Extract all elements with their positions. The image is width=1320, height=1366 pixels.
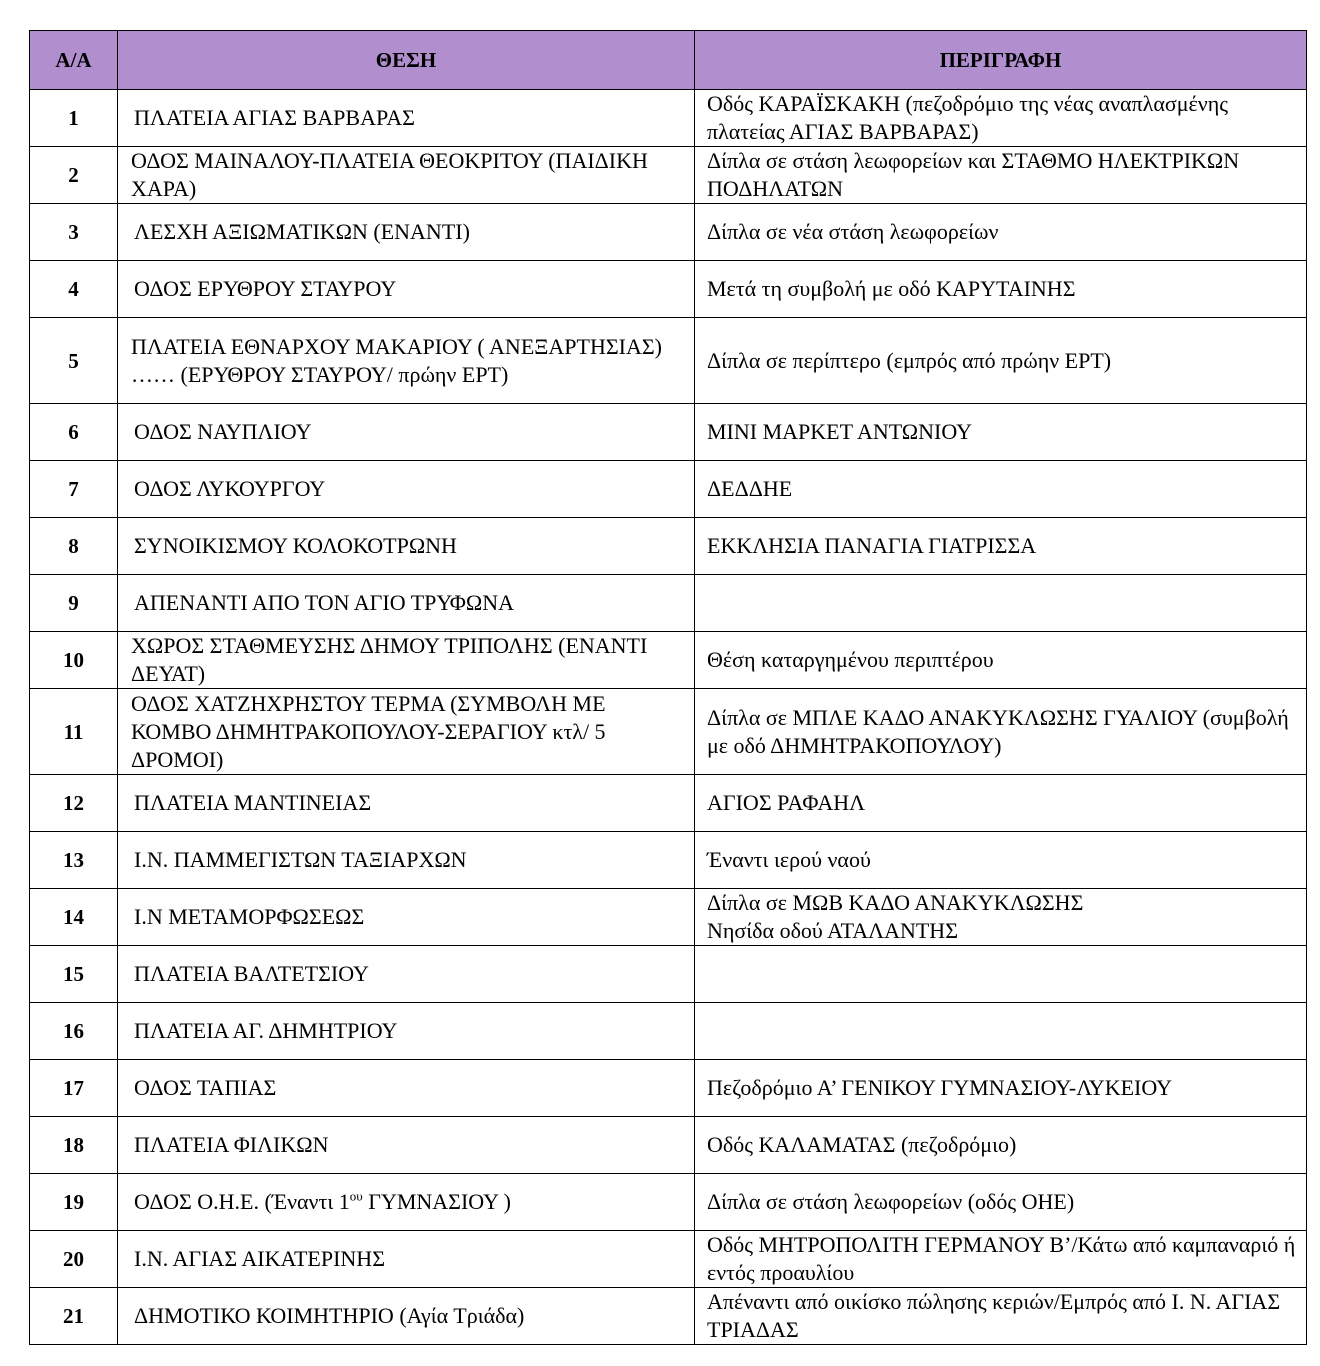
- row-description: Πεζοδρόμιο Α’ ΓΕΝΙΚΟΥ ΓΥΜΝΑΣΙΟΥ-ΛΥΚΕΙΟΥ: [695, 1060, 1307, 1117]
- row-number: 5: [30, 318, 118, 404]
- row-description-line: Νησίδα οδού ΑΤΑΛΑΝΤΗΣ: [707, 918, 959, 943]
- table-row: [30, 147, 1307, 204]
- header-description: ΠΕΡΙΓΡΑΦΗ: [695, 31, 1307, 90]
- row-position-tail: ΓΥΜΝΑΣΙΟΥ ): [362, 1189, 511, 1214]
- row-number: 14: [30, 889, 118, 946]
- row-description: ΜΙΝΙ ΜΑΡΚΕΤ ΑΝΤΩΝΙΟΥ: [695, 404, 1307, 461]
- row-description: Μετά τη συμβολή με οδό ΚΑΡΥΤΑΙΝΗΣ: [695, 261, 1307, 318]
- row-position: ΟΔΟΣ ΜΑΙΝΑΛΟΥ-ΠΛΑΤΕΙΑ ΘΕΟΚΡΙΤΟΥ (ΠΑΙΔΙΚΗ ΧΑΡΑ): [118, 147, 695, 204]
- row-position: ΟΔΟΣ ΧΑΤΖΗΧΡΗΣΤΟΥ ΤΕΡΜΑ (ΣΥΜΒΟΛΗ ΜΕ ΚΟΜΒΟ ΔΗΜΗΤΡΑΚΟΠΟΥΛΟΥ-ΣΕΡΑΓΙΟΥ κτλ/ 5 ΔΡΟΜΟΙ): [118, 689, 695, 775]
- row-number: 13: [30, 832, 118, 889]
- table-row: [30, 1003, 1307, 1060]
- table-header: [30, 31, 1307, 90]
- row-position: ΠΛΑΤΕΙΑ ΕΘΝΑΡΧΟΥ ΜΑΚΑΡΙΟΥ ( ΑΝΕΞΑΡΤΗΣΙΑΣ) …… (ΕΡΥΘΡΟΥ ΣΤΑΥΡΟΥ/ πρώην ΕΡΤ): [118, 318, 695, 404]
- ordinal-superscript: ου: [349, 1188, 363, 1204]
- row-number: 17: [30, 1060, 118, 1117]
- row-description: Έναντι ιερού ναού: [695, 832, 1307, 889]
- row-number: 20: [30, 1231, 118, 1288]
- table-row: [30, 1174, 1307, 1231]
- row-position-text: ΟΔΟΣ Ο.Η.Ε. (Έναντι 1: [134, 1189, 350, 1214]
- header-number: Α/Α: [30, 31, 118, 90]
- row-position: Ι.Ν. ΠΑΜΜΕΓΙΣΤΩΝ ΤΑΞΙΑΡΧΩΝ: [118, 832, 695, 889]
- row-position: Ι.Ν. ΑΓΙΑΣ ΑΙΚΑΤΕΡΙΝΗΣ: [118, 1231, 695, 1288]
- row-position: ΠΛΑΤΕΙΑ ΦΙΛΙΚΩΝ: [118, 1117, 695, 1174]
- row-description: Απέναντι από οικίσκο πώλησης κεριών/Εμπρός από Ι. Ν. ΑΓΙΑΣ ΤΡΙΑΔΑΣ: [695, 1288, 1307, 1345]
- row-number: 2: [30, 147, 118, 204]
- table-row: [30, 90, 1307, 147]
- row-position: ΠΛΑΤΕΙΑ ΑΓΙΑΣ ΒΑΡΒΑΡΑΣ: [118, 90, 695, 147]
- table-row: [30, 518, 1307, 575]
- row-description: Οδός ΚΑΡΑΪΣΚΑΚΗ (πεζοδρόμιο της νέας αναπλασμένης πλατείας ΑΓΙΑΣ ΒΑΡΒΑΡΑΣ): [695, 90, 1307, 147]
- row-number: 6: [30, 404, 118, 461]
- row-number: 21: [30, 1288, 118, 1345]
- table-row: [30, 1060, 1307, 1117]
- table-body: [30, 90, 1307, 1345]
- row-description: [695, 946, 1307, 1003]
- row-position: ΠΛΑΤΕΙΑ ΑΓ. ΔΗΜΗΤΡΙΟΥ: [118, 1003, 695, 1060]
- row-number: 18: [30, 1117, 118, 1174]
- row-description: [695, 1003, 1307, 1060]
- row-number: 15: [30, 946, 118, 1003]
- row-description: Δίπλα σε ΜΠΛΕ ΚΑΔΟ ΑΝΑΚΥΚΛΩΣΗΣ ΓΥΑΛΙΟΥ (συμβολή με οδό ΔΗΜΗΤΡΑΚΟΠΟΥΛΟΥ): [695, 689, 1307, 775]
- row-number: 11: [30, 689, 118, 775]
- row-description: ΔΕΔΔΗΕ: [695, 461, 1307, 518]
- row-description: Δίπλα σε περίπτερο (εμπρός από πρώην ΕΡΤ): [695, 318, 1307, 404]
- header-row: [30, 31, 1307, 90]
- row-number: 9: [30, 575, 118, 632]
- table-row: [30, 632, 1307, 689]
- row-position: ΧΩΡΟΣ ΣΤΑΘΜΕΥΣΗΣ ΔΗΜΟΥ ΤΡΙΠΟΛΗΣ (ΕΝΑΝΤΙ ΔΕΥΑΤ): [118, 632, 695, 689]
- row-description: Δίπλα σε στάση λεωφορείων (οδός ΟΗΕ): [695, 1174, 1307, 1231]
- row-number: 1: [30, 90, 118, 147]
- table-row: [30, 832, 1307, 889]
- row-position: ΟΔΟΣ ΛΥΚΟΥΡΓΟΥ: [118, 461, 695, 518]
- row-description: Δίπλα σε στάση λεωφορείων και ΣΤΑΘΜΟ ΗΛΕΚΤΡΙΚΩΝ ΠΟΔΗΛΑΤΩΝ: [695, 147, 1307, 204]
- table-row: [30, 204, 1307, 261]
- row-number: 8: [30, 518, 118, 575]
- table-row: [30, 1231, 1307, 1288]
- table-row: [30, 318, 1307, 404]
- row-number: 19: [30, 1174, 118, 1231]
- table-row: [30, 1288, 1307, 1345]
- row-description: ΑΓΙΟΣ ΡΑΦΑΗΛ: [695, 775, 1307, 832]
- row-position: ΠΛΑΤΕΙΑ ΒΑΛΤΕΤΣΙΟΥ: [118, 946, 695, 1003]
- row-description: ΕΚΚΛΗΣΙΑ ΠΑΝΑΓΙΑ ΓΙΑΤΡΙΣΣΑ: [695, 518, 1307, 575]
- row-position: ΟΔΟΣ ΝΑΥΠΛΙΟΥ: [118, 404, 695, 461]
- table-row: [30, 889, 1307, 946]
- row-description-line: Δίπλα σε ΜΩΒ ΚΑΔΟ ΑΝΑΚΥΚΛΩΣΗΣ: [707, 890, 1084, 915]
- row-description: Οδός ΜΗΤΡΟΠΟΛΙΤΗ ΓΕΡΜΑΝΟΥ Β’/Κάτω από καμπαναριό ή εντός προαυλίου: [695, 1231, 1307, 1288]
- header-position: ΘΕΣΗ: [118, 31, 695, 90]
- locations-table: [29, 30, 1307, 1345]
- row-position: ΟΔΟΣ ΤΑΠΙΑΣ: [118, 1060, 695, 1117]
- table-row: [30, 689, 1307, 775]
- table-row: [30, 1117, 1307, 1174]
- row-number: 7: [30, 461, 118, 518]
- row-description: [695, 575, 1307, 632]
- row-description: [695, 889, 1307, 946]
- row-position: ΠΛΑΤΕΙΑ ΜΑΝΤΙΝΕΙΑΣ: [118, 775, 695, 832]
- row-position: [118, 1174, 695, 1231]
- row-number: 10: [30, 632, 118, 689]
- row-description: Θέση καταργημένου περιπτέρου: [695, 632, 1307, 689]
- table-row: [30, 575, 1307, 632]
- table-row: [30, 775, 1307, 832]
- row-position: ΛΕΣΧΗ ΑΞΙΩΜΑΤΙΚΩΝ (ΕΝΑΝΤΙ): [118, 204, 695, 261]
- row-number: 16: [30, 1003, 118, 1060]
- row-position: Ι.Ν ΜΕΤΑΜΟΡΦΩΣΕΩΣ: [118, 889, 695, 946]
- row-description: Οδός ΚΑΛΑΜΑΤΑΣ (πεζοδρόμιο): [695, 1117, 1307, 1174]
- table-row: [30, 404, 1307, 461]
- row-position: ΟΔΟΣ ΕΡΥΘΡΟΥ ΣΤΑΥΡΟΥ: [118, 261, 695, 318]
- table-row: [30, 946, 1307, 1003]
- row-number: 4: [30, 261, 118, 318]
- row-position: ΣΥΝΟΙΚΙΣΜΟΥ ΚΟΛΟΚΟΤΡΩΝΗ: [118, 518, 695, 575]
- row-position: ΔΗΜΟΤΙΚΟ ΚΟΙΜΗΤΗΡΙΟ (Αγία Τριάδα): [118, 1288, 695, 1345]
- table-row: [30, 261, 1307, 318]
- row-description: Δίπλα σε νέα στάση λεωφορείων: [695, 204, 1307, 261]
- row-position: ΑΠΕΝΑΝΤΙ ΑΠΟ ΤΟΝ ΑΓΙΟ ΤΡΥΦΩΝΑ: [118, 575, 695, 632]
- table-row: [30, 461, 1307, 518]
- row-number: 3: [30, 204, 118, 261]
- row-number: 12: [30, 775, 118, 832]
